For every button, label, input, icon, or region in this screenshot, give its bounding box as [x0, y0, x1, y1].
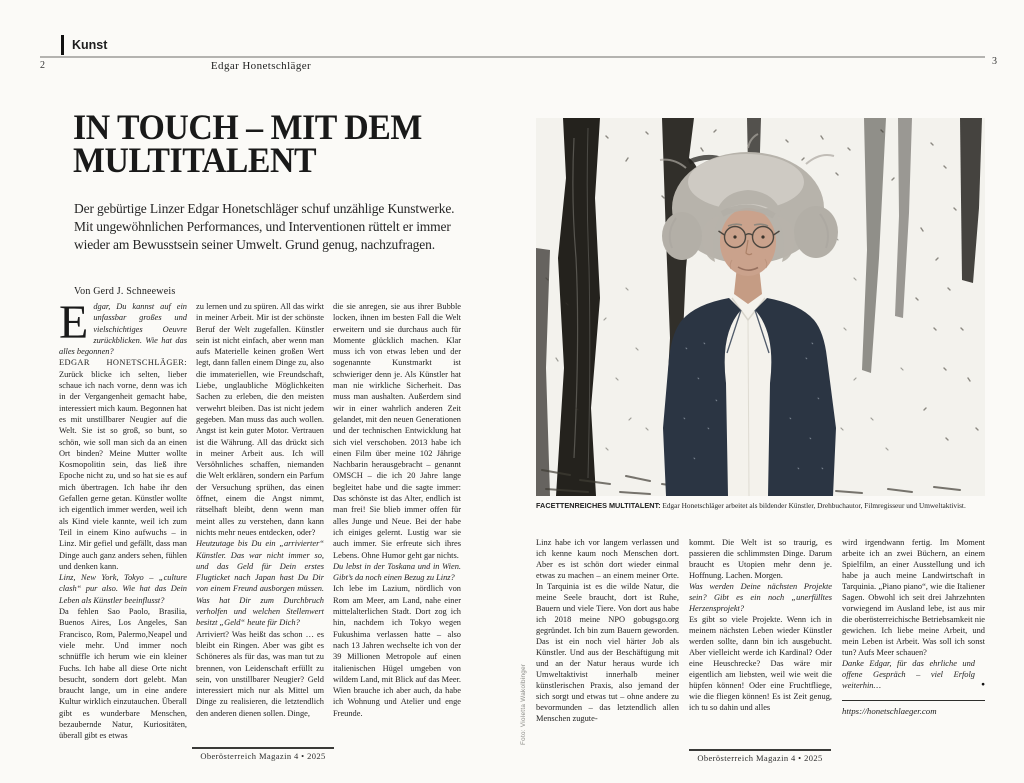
website-url: https://honetschlaeger.com [842, 706, 937, 716]
left-page-columns [59, 296, 461, 742]
text-column-1 [59, 296, 187, 742]
closing-thanks [842, 658, 985, 691]
article-title [73, 107, 422, 180]
eye [733, 235, 736, 238]
interview-question-2: Linz, New York, Tokyo – „culture clash“ pur also. Wie hat das Dein Leben als Künstler beeinflusst? [59, 573, 187, 605]
header-rule [40, 56, 985, 58]
page-number-right: 3 [992, 56, 997, 67]
right-footer-rule [689, 749, 831, 751]
answer-1-text: Zurück blicke ich selten, lieber schaue ich nach vorne, denn was ich in der Vergangenheit gemacht habe, interessiert mich kaum. Begonnen hat es mit unstillbarer Neugier auf die Welt. Sie ist so groß, so bunt, so schön, wie soll man sich da an einen Ort binden? Meine Mutter wollte Kosmopolitin sein, das ließ ihre Epoche nicht zu, und so hat sie es auf mich übertragen. Ich habe ihr den Gefallen gerne getan. Künstler wollte ich eigentlich immer werden, weil ich als Kind viele kannte, weil ich zum Teil in einem Kino aufwuchs – in Linz. Mir gefiel und gefällt, dass man Dinge auch ganz anders sehen, fühlen und denken kann. [59, 369, 187, 571]
question-1-text: dgar, Du kannst auf ein unfassbar großes und vielschichtiges Oeuvre zurückblicken. Wie hat das alles begonnen? [59, 302, 187, 357]
text-column-5 [689, 537, 832, 724]
photo-caption-text: Edgar Honetschläger arbeitet als bildender Künstler, Drehbuchautor, Filmregisseur und Umweltaktivist. [660, 501, 966, 510]
article-deck: Der gebürtige Linzer Edgar Honetschläger schuf unzählige Kunstwerke. Mit ungewöhnlichen Performances, und Interventionen rüttelt er immer wieder am Bewusstsein seiner Umwelt. Grund genug, nachzufragen. [74, 200, 455, 252]
interview-answer-1 [59, 357, 187, 572]
article-byline: Von Gerd J. Schneeweis [74, 286, 176, 297]
eye [761, 235, 764, 238]
left-footer-text: Oberösterreich Magazin 4 • 2025 [200, 751, 326, 761]
interview-answer-6-cont: wird irgendwann fertig. Im Moment arbeite ich an zwei Büchern, an einem Spielfilm, an einer Ausstellung und ich habe ja auch meine Landwirtschaft in Tarquinia. „Piano piano“, wie die Italiener Sagen. Obwohl ich seit drei Jahrzehnten vorwiegend im Ausland lebe, ist aus mir die oberösterreichische Betriebsamkeit nie gewichen. Ich liebe meine Arbeit, und mein Leben ist Arbeit. Was soll ich sonst tun? Aufs Meer schauen? [842, 538, 985, 657]
speaker-name: EDGAR HONETSCHLÄGER: [59, 358, 187, 368]
interview-answer-3-cont: die sie anregen, sie aus ihrer Bubble locken, ihnen im besten Fall die Welt erweitern und sie durchaus auch für Momente glücklich machen. Klar muss ich von etwas leben und der sogenannte Kunstmarkt ist schwieriger denn je. Als Künstler hat man nie wirkliche Sicherheit. Das muss man aushalten. Außerdem sind wir in einer wahrlich anderen Zeit gelandet, mit den neuen Generationen und der technischen Entwicklung hat sich viel verschoben. 2013 habe ich einen Film über meine 102 Jährige Nachbarin herausgebracht – genannt OMSCH – die ich 20 Jahre lange begleitet habe und die sagte immer: Das schönste ist das Alter, endlich ist man frei! Sie blieb immer offen für alles Junge und Neue. Bei der habe ich einiges gelernt. Lustig war sie auch immer. Sie erfreute sich ihres Lebens. Ohne Humor geht gar nichts. [333, 302, 461, 560]
end-mark-icon: ● [981, 681, 985, 688]
left-footer-rule [192, 747, 334, 749]
photo-caption [536, 501, 994, 510]
running-head: Edgar Honetschläger [210, 60, 312, 72]
article-title-line2: MULTITALENT [73, 139, 317, 180]
page-number-left: 2 [40, 60, 45, 71]
photo-credit: Foto: Violetta Wakolbinger [520, 663, 527, 745]
article-title-line1: IN TOUCH – MIT DEM [73, 107, 422, 147]
interview-question-4: Du lebst in der Toskana und in Wien. Gibt’s da noch einen Bezug zu Linz? [333, 561, 461, 583]
interview-answer-3: Arriviert? Was heißt das schon … es bleibt ein Ringen. Aber was gibt es Schöneres als für das, was man tut zu brennen, von Leidenschaft erfüllt zu sein, von unstillbarer Neugier? Geld interessiert mich nur als Mittel um Dinge zu realisieren, die letztendlich den anderen dienen sollen. Dinge, [196, 629, 324, 718]
photo-caption-label: FACETTENREICHES MULTITALENT: [536, 501, 661, 510]
text-column-6 [842, 537, 985, 724]
interview-question-5: Was werden Deine nächsten Projekte sein? Gibt es ein noch „unerfülltes Herzensprojekt? [689, 582, 832, 613]
interview-answer-5: Linz habe ich vor langem verlassen und ich kenne kaum noch Menschen dort. Aber es ist schön dort wieder einmal etwas zu machen – an einem meiner Orte. In Tarquinia ist es die wilde Natur, die meine Seele braucht, dort ist Ruhe, Bauern und viele Tiere. Von dort aus habe ich 2018 meine NPO gobugsgo.org gegründet. Ich bin zum Bauern geworden. Das ist ein noch viel härter Job als Künstler. Und aus der Beschäftigung mit und an der Natur heraus wurde ich Umweltaktivist innerhalb meiner künstlerischen Praxis, also jemand der sich sorgt und etwas tut – ohne andere zu bevormunden – das letztendlich allen Menschen zugute- [536, 538, 679, 723]
text-column-3 [333, 301, 461, 742]
right-footer-text: Oberösterreich Magazin 4 • 2025 [697, 753, 823, 763]
interview-question-3: Heutzutage bis Du ein „arrivierter“ Künstler. Das war nicht immer so, und das Geld für Dein erstes Flugticket nach Japan hast Du Dir von einem Freund ausborgen müssen. Was hat Dir zum Durchbruch verholfen und welchen Stellenwert besitzt „Geld“ heute für Dich? [196, 539, 324, 628]
interview-answer-6: Es gibt so viele Projekte. Wenn ich in meinem nächsten Leben wieder Künstler werden sollte, dann bin ich ausgebucht. Aber vielleicht werde ich Kardinal? Oder eine Heuschrecke? Das wäre mir eigentlich am liebsten, weil wie weit die hüpfen können! Oder eine Fruchtfliege, wie die fliegen können! Es ist Zeit genug, ich tu so dahin und alles [689, 615, 832, 712]
drop-cap: E [59, 296, 89, 349]
interview-answer-2: Da fehlen Sao Paolo, Brasilia, Buenos Aires, Los Angeles, San Francisco, Rom, Palermo,Neapel und viele mehr. Und immer noch schnüffle ich herum wie ein kleiner Fuchs. Ich habe all diese Orte nicht besucht, sondern dort gelebt. Man braucht lange, um in eine andere Kultur wirklich einzutauchen. Überall gibt es wunderbare Menschen, bezaubernde Natur, Kuriositäten, überall gibt es etwas [59, 607, 187, 741]
text-column-2 [196, 301, 324, 742]
interview-answer-4: Ich lebe im Lazium, nördlich von Rom am Meer, am Land, nahe einer mittelalterlichen Stadt. Dort zog ich hin, nachdem ich Tokyo wegen Fukushima verlassen hatte – also nach 13 Jahren wechselte ich von der 39 Millionen Metropole auf einen italienischen Hügel umgeben von wildem Land, mit Blick auf das Meer. Wien brauche ich aber auch, da habe ich Wohnung und Atelier und enge Freunde. [333, 584, 461, 718]
interview-question-1 [59, 296, 187, 357]
section-label: Kunst [61, 35, 107, 55]
interview-answer-5-cont: kommt. Die Welt ist so traurig, es passieren die schlimmsten Dinge. Darum braucht es Utopien mehr denn je. Hoffnung. Lachen. Morgen. [689, 538, 832, 580]
text-column-4 [536, 537, 679, 724]
right-page-columns [536, 537, 985, 724]
portrait-figure [536, 118, 985, 496]
closing-thanks-text: Danke Edgar, für das ehrliche und offene Gespräch – viel Erfolg weiterhin… [842, 659, 975, 690]
portrait-photo [536, 118, 985, 496]
interview-answer-2-cont: zu lernen und zu spüren. All das wirkt in meiner Arbeit. Mir ist der schönste Beruf der Welt zugefallen. Künstler sein ist nicht einfach, aber wenn man aufs Materielle keinen großen Wert legt, dann fallen einem Dinge zu, also die immateriellen, wie Freundschaft, Liebe, unglaubliche Möglichkeiten Sachen zu erleben, die den meisten verwehrt bleiben. Das ist nicht jedem gegeben. Man muss das auch wollen. Angst ist kein guter Motor. Vertrauen ist die Währung. All das drückt sich in meiner Arbeit aus. Ich will Versöhnliches schaffen, niemanden die Welt erklären, sondern ein Parfum der Versuchung sprühen, das einen öffnet, einem die Angst nimmt, rätselhaft bleibt, denn wenn man meint alles zu verstehen, dann kann nichts mehr neues entdecken, oder? [196, 302, 324, 537]
